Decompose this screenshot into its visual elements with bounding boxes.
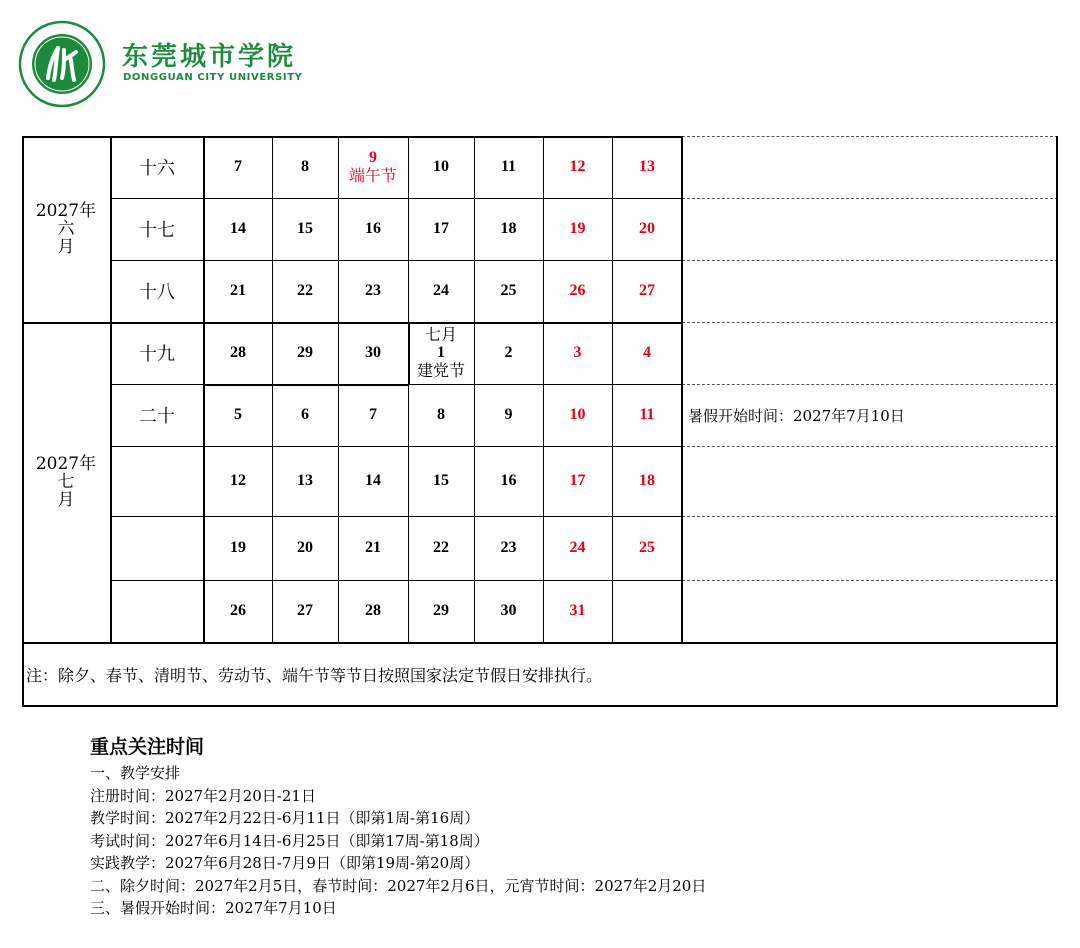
remark-cell — [682, 516, 1058, 580]
month-label-july — [22, 322, 110, 642]
day-cell — [612, 198, 682, 260]
day-cell — [474, 580, 543, 642]
day-number: 16 — [500, 472, 517, 489]
day-cell — [204, 322, 272, 384]
day-number: 12 — [569, 158, 586, 175]
grid-line — [682, 260, 1058, 261]
week-number — [110, 446, 204, 516]
day-number: 13 — [297, 472, 313, 489]
key-dates-line: 考试时间：2027年6月14日-6月25日（即第17周-第18周） — [90, 831, 489, 850]
month-number: 六 — [57, 219, 75, 239]
day-number: 14 — [230, 220, 246, 237]
grid-line — [204, 446, 682, 447]
day-cell — [272, 384, 338, 446]
grid-line — [1056, 136, 1058, 706]
grid-line — [22, 136, 24, 706]
day-cell — [408, 198, 474, 260]
grid-line — [204, 260, 682, 261]
key-dates-line: 教学时间：2027年2月22日-6月11日（即第1周-第16周） — [90, 809, 480, 827]
calendar-table — [22, 136, 1058, 706]
month-year: 2027年 — [35, 201, 97, 221]
month-year: 2027年 — [35, 454, 97, 474]
grid-line — [204, 384, 408, 386]
grid-line — [543, 136, 544, 642]
day-number: 6 — [301, 406, 309, 423]
day-cell — [338, 446, 408, 516]
day-number: 8 — [301, 158, 309, 175]
day-number: 20 — [297, 539, 313, 556]
university-name-en: DONGGUAN CITY UNIVERSITY — [123, 72, 303, 83]
month-unit: 月 — [57, 490, 75, 510]
day-number: 9 — [504, 406, 513, 423]
grid-line — [204, 580, 682, 581]
day-number: 28 — [365, 602, 381, 619]
day-cell — [204, 446, 272, 516]
day-number: 22 — [297, 282, 313, 299]
day-number: 26 — [230, 602, 246, 619]
key-dates-line: 三、暑假开始时间：2027年7月10日 — [90, 899, 337, 917]
day-cell — [272, 446, 338, 516]
day-number: 30 — [500, 602, 517, 619]
day-cell — [612, 580, 682, 642]
grid-line — [682, 198, 1058, 199]
grid-line — [682, 136, 1058, 137]
day-cell — [408, 446, 474, 516]
grid-line — [110, 136, 112, 642]
grid-line — [22, 705, 1058, 707]
key-dates-line: 注册时间：2027年2月20日-21日 — [90, 786, 316, 805]
day-number: 15 — [433, 472, 449, 489]
day-number: 3 — [573, 344, 582, 361]
grid-line — [110, 446, 204, 447]
day-number: 20 — [639, 220, 655, 237]
grid-line — [110, 580, 204, 581]
day-number: 28 — [230, 344, 246, 361]
grid-line — [203, 136, 205, 642]
day-number: 24 — [569, 539, 586, 556]
day-number: 17 — [569, 472, 586, 489]
key-dates-line: 一、教学安排 — [90, 764, 181, 782]
day-number: 19 — [569, 220, 586, 237]
grid-line — [612, 136, 613, 642]
day-cell — [474, 260, 543, 322]
grid-line — [22, 642, 1058, 644]
day-cell — [408, 384, 474, 446]
day-cell — [204, 580, 272, 642]
day-cell — [204, 136, 272, 198]
day-number: 19 — [230, 539, 246, 556]
week-number: 二十 — [139, 406, 175, 427]
day-number: 13 — [639, 158, 655, 175]
day-number: 7 — [369, 406, 377, 423]
day-cell — [612, 446, 682, 516]
key-dates-section — [90, 734, 706, 920]
day-cell — [543, 580, 612, 642]
day-number: 8 — [437, 406, 445, 423]
day-number: 11 — [500, 158, 517, 175]
remark-cell — [682, 322, 1058, 384]
remark-cell — [682, 446, 1058, 516]
university-seal-logo — [18, 20, 106, 108]
day-cell — [338, 384, 408, 446]
remark-cell — [682, 260, 1058, 322]
day-number: 14 — [365, 472, 381, 489]
day-number: 21 — [230, 282, 246, 299]
grid-line — [682, 580, 1058, 581]
key-dates-title: 重点关注时间 — [90, 736, 205, 758]
day-cell — [272, 580, 338, 642]
day-cell — [204, 384, 272, 446]
grid-line — [110, 260, 204, 261]
day-number: 4 — [643, 344, 651, 361]
day-cell — [338, 260, 408, 322]
day-number: 18 — [639, 472, 655, 489]
grid-line — [338, 136, 339, 642]
day-cell — [543, 198, 612, 260]
day-cell — [408, 260, 474, 322]
week-number: 十九 — [139, 344, 175, 365]
day-number: 5 — [234, 406, 242, 423]
day-cell — [204, 260, 272, 322]
day-cell — [408, 322, 474, 384]
day-number: 15 — [297, 220, 313, 237]
remark-cell — [682, 198, 1058, 260]
grid-line — [22, 322, 682, 324]
day-number: 29 — [297, 344, 313, 361]
remark-cell: 暑假开始时间：2027年7月10日 — [688, 406, 905, 425]
day-cell — [474, 384, 543, 446]
day-cell — [612, 322, 682, 384]
holiday-label: 建党节 — [416, 361, 465, 380]
day-cell — [338, 198, 408, 260]
day-number: 10 — [433, 158, 449, 175]
day-number: 31 — [569, 602, 586, 619]
month-number: 七 — [57, 472, 75, 492]
week-number — [110, 580, 204, 642]
day-cell — [543, 322, 612, 384]
day-cell — [474, 198, 543, 260]
day-cell — [408, 580, 474, 642]
day-number: 25 — [639, 539, 655, 556]
day-cell — [474, 136, 543, 198]
grid-line — [681, 136, 683, 642]
day-number: 27 — [639, 282, 655, 299]
grid-line — [204, 198, 682, 199]
day-number: 17 — [433, 220, 449, 237]
key-dates-line: 实践教学：2027年6月28日-7月9日（即第19周-第20周） — [90, 854, 480, 872]
day-cell — [338, 580, 408, 642]
month-unit: 月 — [57, 237, 75, 257]
day-number: 9 — [368, 149, 377, 166]
day-cell — [338, 136, 408, 198]
day-cell — [272, 136, 338, 198]
day-number: 16 — [365, 220, 381, 237]
day-cell — [543, 446, 612, 516]
day-number: 7 — [234, 158, 242, 175]
day-cell — [474, 446, 543, 516]
day-number: 2 — [504, 344, 513, 361]
remark-cell — [682, 580, 1058, 642]
day-cell — [204, 198, 272, 260]
remark-cell — [682, 136, 1058, 198]
grid-line — [682, 322, 1058, 323]
day-cell — [612, 260, 682, 322]
grid-line — [204, 516, 682, 517]
grid-line — [682, 384, 1058, 385]
day-number: 21 — [365, 539, 381, 556]
day-cell — [543, 136, 612, 198]
grid-line — [272, 136, 273, 642]
month-label-june — [22, 136, 110, 322]
day-cell — [543, 260, 612, 322]
week-number: 十七 — [139, 220, 175, 241]
week-number: 十八 — [139, 282, 175, 303]
day-cell — [338, 516, 408, 580]
week-number — [110, 516, 204, 580]
grid-line — [408, 136, 409, 642]
day-cell — [612, 384, 682, 446]
grid-line — [682, 516, 1058, 517]
day-cell — [408, 136, 474, 198]
day-number: 24 — [433, 282, 449, 299]
day-cell — [612, 516, 682, 580]
day-number: 12 — [230, 472, 246, 489]
day-number: 29 — [433, 602, 449, 619]
grid-line — [474, 136, 475, 642]
month-marker: 七月 — [424, 325, 457, 344]
university-name-cn: 东莞城市学院 — [122, 42, 297, 72]
day-cell — [272, 260, 338, 322]
day-cell — [543, 384, 612, 446]
grid-line — [682, 446, 1058, 447]
day-cell — [474, 516, 543, 580]
day-number: 30 — [365, 344, 381, 361]
day-cell — [272, 198, 338, 260]
holiday-label: 端午节 — [348, 166, 397, 185]
day-number: 11 — [639, 406, 655, 423]
day-number: 18 — [500, 220, 517, 237]
day-number: 23 — [500, 539, 517, 556]
day-number: 1 — [436, 344, 445, 361]
grid-line — [22, 136, 682, 138]
day-number: 26 — [569, 282, 586, 299]
key-dates-line: 二、除夕时间：2027年2月5日，春节时间：2027年2月6日，元宵节时间：2027年2月20日 — [90, 876, 707, 895]
calendar-footnote: 注：除夕、春节、清明节、劳动节、端午节等节日按照国家法定节假日安排执行。 — [26, 665, 603, 685]
day-number: 27 — [297, 602, 313, 619]
day-number: 10 — [569, 406, 586, 423]
day-cell — [474, 322, 543, 384]
grid-line — [110, 384, 204, 385]
day-cell — [543, 516, 612, 580]
day-cell — [204, 516, 272, 580]
day-cell — [612, 136, 682, 198]
day-cell — [272, 322, 338, 384]
day-number: 25 — [500, 282, 517, 299]
day-number: 23 — [365, 282, 381, 299]
day-cell — [408, 516, 474, 580]
grid-line — [110, 198, 204, 199]
day-cell — [338, 322, 408, 384]
week-number: 十六 — [139, 158, 175, 179]
day-number: 22 — [433, 539, 449, 556]
grid-line — [110, 516, 204, 517]
day-cell — [272, 516, 338, 580]
